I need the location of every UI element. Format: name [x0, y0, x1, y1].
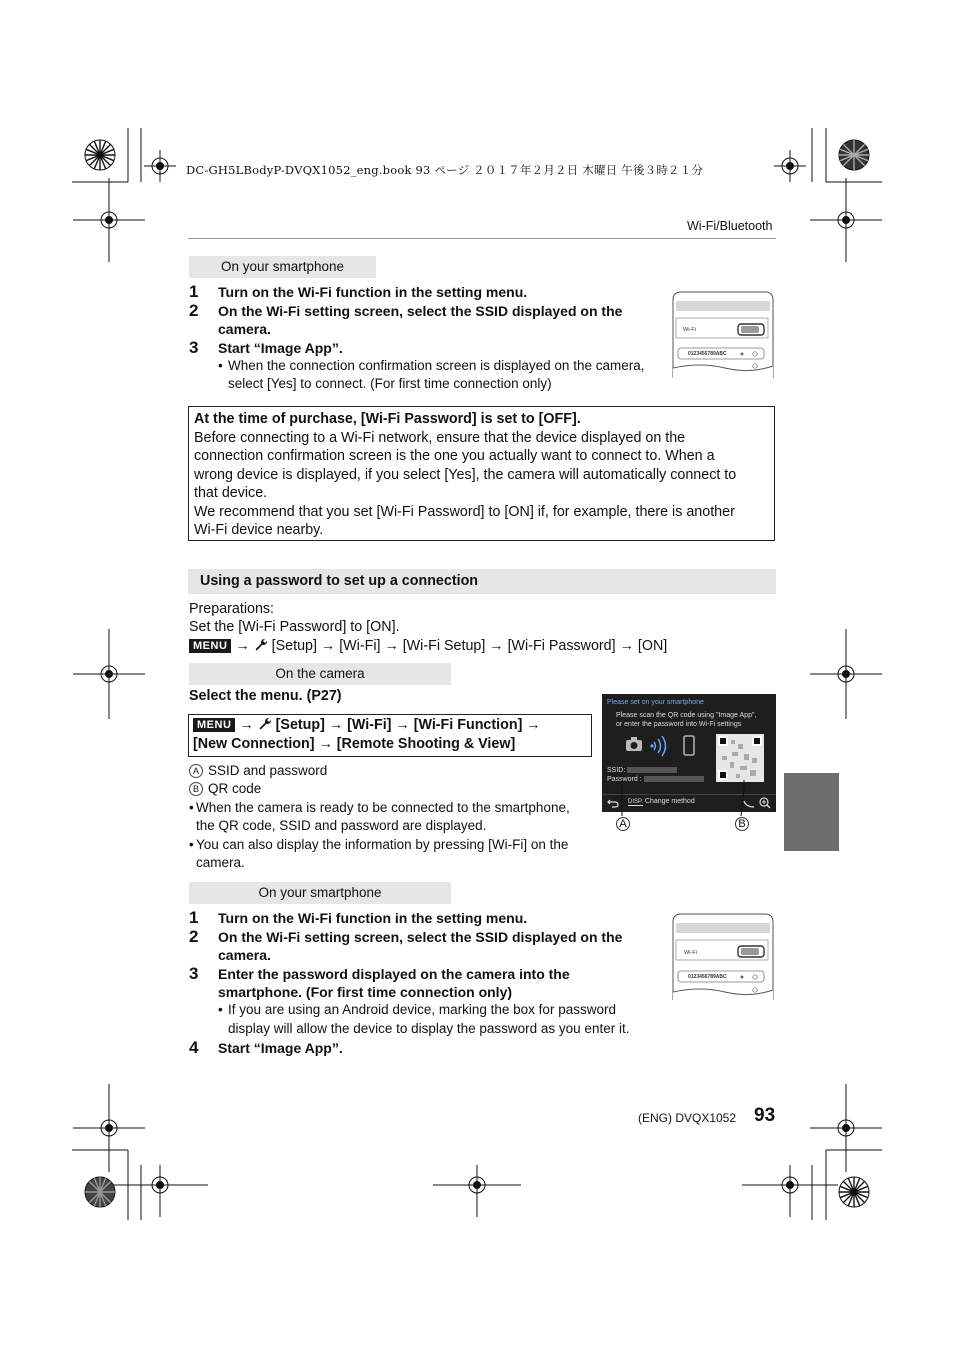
step-text: Enter the password displayed on the camera into the — [218, 966, 570, 982]
smartphone-wifi-screen-illustration — [670, 290, 776, 380]
info-box-title: At the time of purchase, [Wi-Fi Password] is set to [OFF]. — [194, 411, 581, 427]
smartphone-wifi-screen-illustration — [670, 912, 776, 1002]
menu-arrow: → — [235, 638, 250, 654]
wrench-icon — [254, 638, 268, 652]
password-label: Password : — [607, 776, 642, 783]
step-text: On the Wi-Fi setting screen, select the SSID displayed on the — [218, 929, 623, 945]
ssid-blurred-value — [627, 767, 677, 773]
menu-command-box — [188, 714, 592, 757]
info-box-line: connection confirmation screen is the one you actually want to connect to. When a — [194, 448, 715, 464]
note-text: display will allow the device to display the password as you enter it. — [228, 1021, 630, 1036]
info-box-line: wrong device is displayed, if you select [Yes], the camera will automatically connect to — [194, 466, 737, 483]
bullet-dot: • — [189, 837, 194, 852]
menu-arrow: → — [239, 717, 254, 733]
step-text: camera. — [218, 321, 271, 337]
camera-screen-instructions — [616, 712, 756, 729]
camera-screen-title: Please set on your smartphone — [607, 699, 704, 706]
smartphone-tag-2: On your smartphone — [189, 882, 451, 904]
phone-ssid-label: 0123456789ABC — [688, 351, 727, 357]
legend-text: SSID and password — [208, 763, 328, 778]
menu-button-icon: MENU — [193, 718, 235, 732]
menu-command-text: [New Connection] → [Remote Shooting & View] — [193, 736, 516, 752]
ssid-label: SSID: — [607, 767, 626, 774]
phone-wifi-label: Wi-Fi — [684, 950, 697, 956]
bullet-dot: • — [218, 1002, 223, 1017]
phone-ssid-label: 0123456789ABC — [688, 974, 727, 980]
note-text: When the camera is ready to be connected to the smartphone, — [196, 800, 570, 815]
callout-b-icon: B — [189, 782, 203, 796]
smartphone-tag-1: On your smartphone — [189, 256, 376, 278]
bullet-dot: • — [218, 358, 223, 373]
wrench-icon — [258, 717, 272, 731]
callout-a-icon: A — [189, 764, 203, 778]
step-text: camera. — [218, 947, 271, 963]
step-text: Turn on the Wi-Fi function in the setting menu. — [218, 284, 528, 300]
note-text: select [Yes] to connect. (For first time connection only) — [228, 376, 552, 391]
step-number: 3 — [189, 964, 199, 983]
info-box — [188, 406, 775, 541]
camera-screen-line: or enter the password into Wi-Fi settings — [616, 720, 742, 728]
step-number: 1 — [189, 282, 199, 301]
bullet-dot: • — [189, 800, 194, 815]
step-number: 2 — [189, 301, 199, 320]
camera-tag: On the camera — [189, 663, 451, 685]
step-text: Turn on the Wi-Fi function in the setting menu. — [218, 910, 528, 926]
footer-model-code: (ENG) DVQX1052 — [638, 1111, 737, 1125]
step-text: smartphone. (For first time connection only) — [218, 984, 513, 1000]
menu-command-text: [Setup] → [Wi-Fi] → [Wi-Fi Function] → — [275, 717, 541, 733]
disp-button-icon: DISP. — [628, 799, 643, 805]
legend-item — [189, 762, 327, 781]
menu-path-text: [Setup] → [Wi-Fi] → [Wi-Fi Setup] → [Wi-Fi Password] → [ON] — [271, 638, 668, 654]
camera-phone-connection-icon — [624, 734, 714, 758]
step-number: 4 — [189, 1038, 199, 1057]
note-text: the QR code, SSID and password are displayed. — [196, 818, 487, 833]
note-text: If you are using an Android device, marking the box for password — [228, 1002, 616, 1017]
section-title: Wi-Fi/Bluetooth — [687, 219, 773, 233]
password-section-heading: Using a password to set up a connection — [188, 569, 776, 594]
callout-b-label: B — [735, 817, 749, 831]
menu-path-line — [189, 637, 667, 656]
preparations-label: Preparations: — [189, 601, 275, 617]
header-rule — [188, 238, 776, 239]
camera-screen-line: Please scan the QR code using "Image App", — [616, 712, 757, 719]
camera-instruction: Select the menu. (P27) — [189, 688, 342, 704]
menu-button-icon: MENU — [189, 639, 231, 653]
callout-leader-lines — [602, 780, 776, 820]
change-method-text: Change method — [644, 798, 695, 805]
callout-a-label: A — [616, 817, 630, 831]
legend-item — [189, 780, 261, 799]
step-text: On the Wi-Fi setting screen, select the SSID displayed on the — [218, 303, 623, 319]
page-number: 93 — [754, 1105, 776, 1126]
phone-wifi-label: Wi-Fi — [683, 327, 696, 333]
legend-text: QR code — [208, 781, 262, 796]
note-text: camera. — [196, 855, 245, 870]
preparations-text: Set the [Wi-Fi Password] to [ON]. — [189, 619, 400, 635]
step-number: 2 — [189, 927, 199, 946]
info-box-line: Before connecting to a Wi-Fi network, ensure that the device displayed on the — [194, 429, 686, 446]
step-number: 3 — [189, 338, 199, 357]
qr-code-icon — [716, 734, 764, 782]
info-box-line: We recommend that you set [Wi-Fi Password] to [ON] if, for example, there is another — [194, 503, 735, 520]
chapter-tab — [784, 773, 839, 851]
print-header-line: DC-GH5LBodyP-DVQX1052_eng.book 93 ページ ２０１７年２月２日 木曜日 午後３時２１分 — [186, 163, 704, 177]
step-number: 1 — [189, 908, 199, 927]
note-text: You can also display the information by pressing [Wi-Fi] on the — [196, 837, 569, 852]
info-box-line: Wi-Fi device nearby. — [194, 522, 324, 538]
info-box-line: that device. — [194, 485, 268, 501]
step-text: Start “Image App”. — [218, 1040, 343, 1056]
step-text: Start “Image App”. — [218, 340, 343, 356]
note-text: When the connection confirmation screen is displayed on the camera, — [228, 358, 645, 373]
